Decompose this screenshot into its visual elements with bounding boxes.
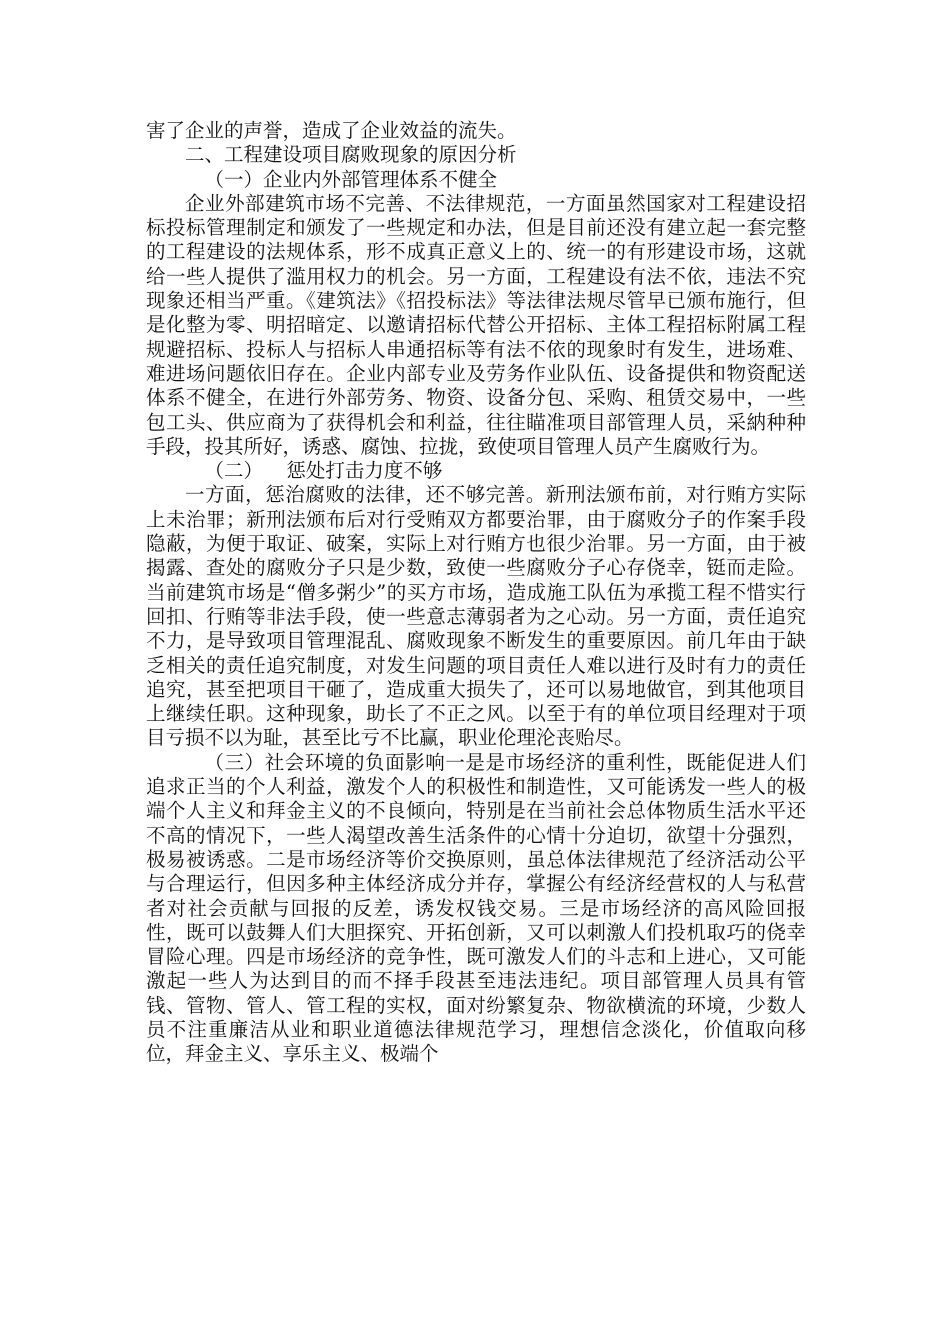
paragraph-social-environment: （三）社会环境的负面影响一是是市场经济的重利性，既能促进人们追求正当的个人利益，激发个人的积极性和制造性，又可能诱发一些人的极端个人主义和拜金主义的不良倾向，特别是在当前社会总体物质生活水平还不高的情况下，一些人渴望改善生活条件的心情十分迫切，欲望十分强烈，极易被诱惑。二是市场经济等价交换原则，虽总体法律规范了经济活动公平与合理运行，但因多种主体经济成分并存，掌握公有经济经营权的人与私营者对社会贡献与回报的反差，诱发权钱交易。三是市场经济的高风险回报性，既可以鼓舞人们大胆探究、开拓创新，又可以刺激人们投机取巧的侥幸冒险心理。四是市场经济的竞争性，既可激发人们的斗志和上进心，又可能激起一些人为达到目的而不择手段甚至违法违纪。项目部管理人员具有管钱、管物、管人、管工程的实权，面对纷繁复杂、物欲横流的环境，少数人员不注重廉洁从业和职业道德法律规范学习，理想信念淡化，价值取向移位，拜金主义、享乐主义、极端个 xyxy=(146,750,806,1066)
paragraph-continuation: 害了企业的声誉，造成了企业效益的流失。 xyxy=(146,119,517,142)
paragraph-punishment: 一方面，惩治腐败的法律，还不够完善。新刑法颁布前，对行贿方实际上未治罪；新刑法颁布后对行受贿双方都要治罪，由于腐败分子的作案手段隐蔽，为便于取证、破案，实际上对行贿方也很少治罪。另一方面，由于被揭露、查处的腐败分子只是少数，致使一些腐败分子心存侥幸，铤而走险。当前建筑市场是“僧多粥少”的买方市场，造成施工队伍为承揽工程不惜实行回扣、行贿等非法手段，使一些意志薄弱者为之心动。另一方面，责任追究不力，是导致项目管理混乱、腐败现象不断发生的重要原因。前几年由于缺乏相关的责任追究制度，对发生问题的项目责任人难以进行及时有力的责任追究，甚至把项目干砸了，造成重大损失了，还可以易地做官，到其他项目上继续任职。这种现象，助长了不正之风。以至于有的单位项目经理对于项目亏损不以为耻，甚至比亏不比赢，职业伦理沦丧贻尽。 xyxy=(146,483,806,750)
paragraph-management-system: 企业外部建筑市场不完善、不法律规范，一方面虽然国家对工程建设招标投标管理制定和颁发了一些规定和办法，但是目前还没有建立起一套完整的工程建设的法规体系，形不成真正意义上的、统一的有形建设市场，这就给一些人提供了滥用权力的机会。另一方面，工程建设有法不依，违法不究现象还相当严重。《建筑法》《招投标法》等法律法规尽管早已颁布施行，但是化整为零、明招暗定、以邀请招标代替公开招标、主体工程招标附属工程规避招标、投标人与招标人串通招标等有法不依的现象时有发生，进场难、难进场问题依旧存在。企业内部专业及劳务作业队伍、设备提供和物资配送体系不健全，在进行外部劳务、物资、设备分包、采购、租赁交易中，一些包工头、供应商为了获得机会和利益，往往瞄准项目部管理人员，采納种种手段，投其所好，诱惑、腐蚀、拉拢，致使项目管理人员产生腐败行为。 xyxy=(146,191,806,458)
section-heading: 二、工程建设项目腐败现象的原因分析 xyxy=(185,143,517,167)
subsection-heading-2-text: 惩处打击力度不够 xyxy=(286,459,443,483)
document-body xyxy=(146,119,806,1067)
subsection-heading-2-number: （二） xyxy=(204,459,264,483)
subsection-heading-2 xyxy=(146,459,806,483)
subsection-heading-1: （一）企业内外部管理体系不健全 xyxy=(204,167,498,191)
